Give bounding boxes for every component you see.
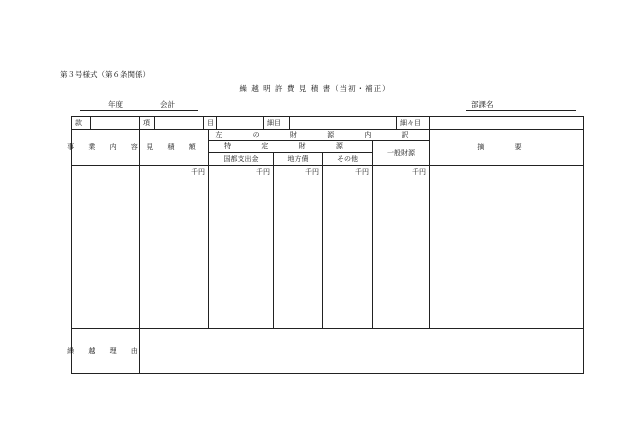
national-subsidy-header: 国都支出金 <box>223 154 259 163</box>
national-unit: 千円 <box>256 167 270 176</box>
moku-label: 目 <box>207 118 214 127</box>
estimate-unit: 千円 <box>191 167 205 176</box>
form-number: 第３号様式（第６条関係） <box>60 70 150 79</box>
breakdown-header: 左 の 財 源 内 訳 <box>215 130 423 139</box>
general-funds-header: 一般財源 <box>387 148 415 157</box>
general-unit: 千円 <box>412 167 426 176</box>
saisai-label: 細々目 <box>400 118 421 127</box>
local-bond-header: 地方債 <box>287 154 309 163</box>
department-label: 部課名 <box>471 100 494 109</box>
local-bond-unit: 千円 <box>305 167 319 176</box>
setsu-label: 細目 <box>267 118 281 127</box>
kou-label: 項 <box>143 118 150 127</box>
fiscal-year-label: 年度 <box>108 100 123 109</box>
specific-funds-header: 特 定 財 源 <box>224 142 357 150</box>
kan-label: 款 <box>75 118 82 127</box>
estimate-header: 見 積 額 <box>146 143 202 151</box>
project-header: 事 業 内 容 <box>67 143 144 151</box>
other-funds-header: その他 <box>337 154 358 163</box>
account-label: 会計 <box>160 100 175 109</box>
summary-header: 摘 要 <box>477 143 536 151</box>
other-unit: 千円 <box>355 167 369 176</box>
reason-label: 繰 越 理 由 <box>67 346 144 355</box>
form-title: 繰 越 明 許 費 見 積 書（当初・補正） <box>239 84 391 93</box>
